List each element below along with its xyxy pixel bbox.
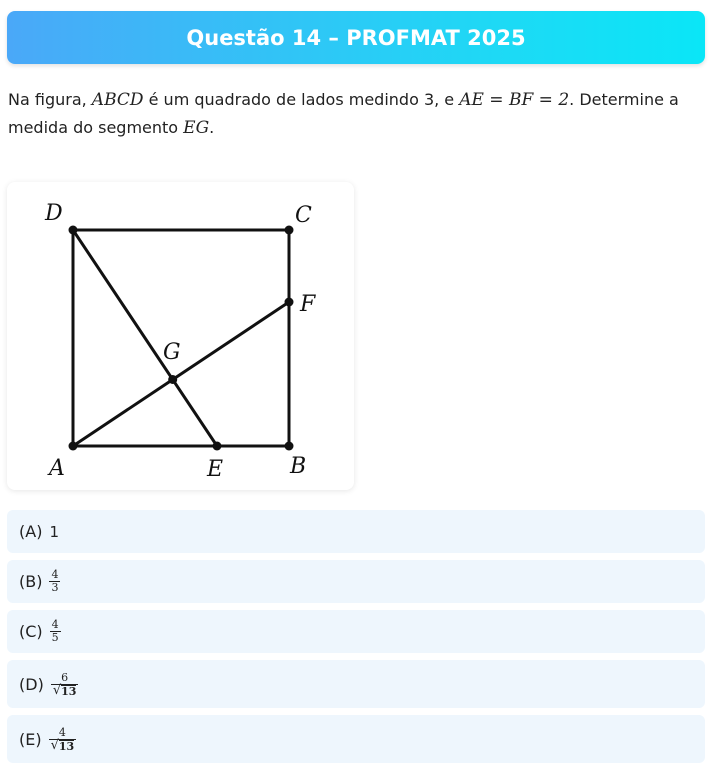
point-e: [213, 442, 222, 451]
label-b: B: [290, 454, 307, 479]
segment-af: [73, 302, 289, 446]
option-c[interactable]: [7, 610, 705, 653]
label-f: F: [300, 292, 316, 317]
point-d: [69, 226, 78, 235]
option-b-numerator: 4: [51, 568, 59, 581]
math-bf: BF: [508, 90, 534, 110]
point-c: [285, 226, 294, 235]
point-g: [168, 375, 177, 384]
radical-icon: √: [50, 737, 59, 753]
statement-text-2: é um quadrado de lados medindo 3, e: [143, 90, 460, 109]
option-a[interactable]: [7, 510, 705, 553]
label-g: G: [163, 340, 181, 365]
math-abcd: ABCD: [91, 90, 144, 110]
option-d-numerator: 6: [61, 670, 69, 684]
square-abcd: [73, 230, 289, 446]
option-b[interactable]: [7, 560, 705, 603]
point-f: [285, 298, 294, 307]
segment-de: [73, 230, 217, 446]
radical-icon: √: [52, 682, 62, 698]
option-b-fraction: [49, 569, 60, 594]
point-b: [285, 442, 294, 451]
option-e-sqrt: [50, 737, 75, 753]
question-header: [7, 11, 705, 64]
label-d: D: [45, 201, 63, 226]
math-equals-2: =: [533, 90, 559, 110]
option-a-value: 1: [49, 522, 59, 541]
label-c: C: [295, 203, 312, 228]
option-d-letter: (D): [19, 674, 44, 694]
statement-text-4: .: [209, 118, 215, 137]
math-value-2: 2: [558, 90, 570, 110]
option-a-letter: (A): [19, 522, 43, 541]
math-eg: EG: [183, 118, 210, 138]
option-d[interactable]: [7, 660, 705, 708]
option-b-denominator: 3: [51, 581, 59, 594]
option-e-radicand: 13: [58, 739, 75, 753]
geometry-figure: [7, 182, 354, 490]
option-d-denominator: [51, 684, 79, 697]
square-diagram: [7, 182, 354, 490]
option-e-numerator: 4: [58, 725, 66, 739]
option-c-fraction: [50, 619, 61, 644]
option-c-letter: (C): [19, 622, 43, 641]
option-c-numerator: 4: [51, 618, 59, 631]
label-e: E: [207, 457, 224, 482]
option-d-radicand: 13: [61, 684, 77, 698]
option-e-fraction: [49, 727, 77, 752]
problem-statement: [8, 86, 708, 142]
math-ae: AE: [459, 90, 484, 110]
point-a: [69, 442, 78, 451]
question-title: Questão 14 – PROFMAT 2025: [186, 25, 526, 50]
option-d-fraction: [51, 672, 79, 697]
option-d-sqrt: [52, 682, 77, 698]
statement-text-1: Na figura,: [8, 90, 92, 109]
statement-text-3: . Determine a medida do segmento: [8, 90, 679, 137]
option-e-letter: (E): [19, 729, 42, 749]
math-equals-1: =: [483, 90, 509, 110]
option-b-letter: (B): [19, 572, 43, 591]
option-e-denominator: [49, 739, 77, 752]
label-a: A: [49, 456, 65, 481]
option-c-denominator: 5: [51, 631, 59, 644]
option-e[interactable]: [7, 715, 705, 763]
